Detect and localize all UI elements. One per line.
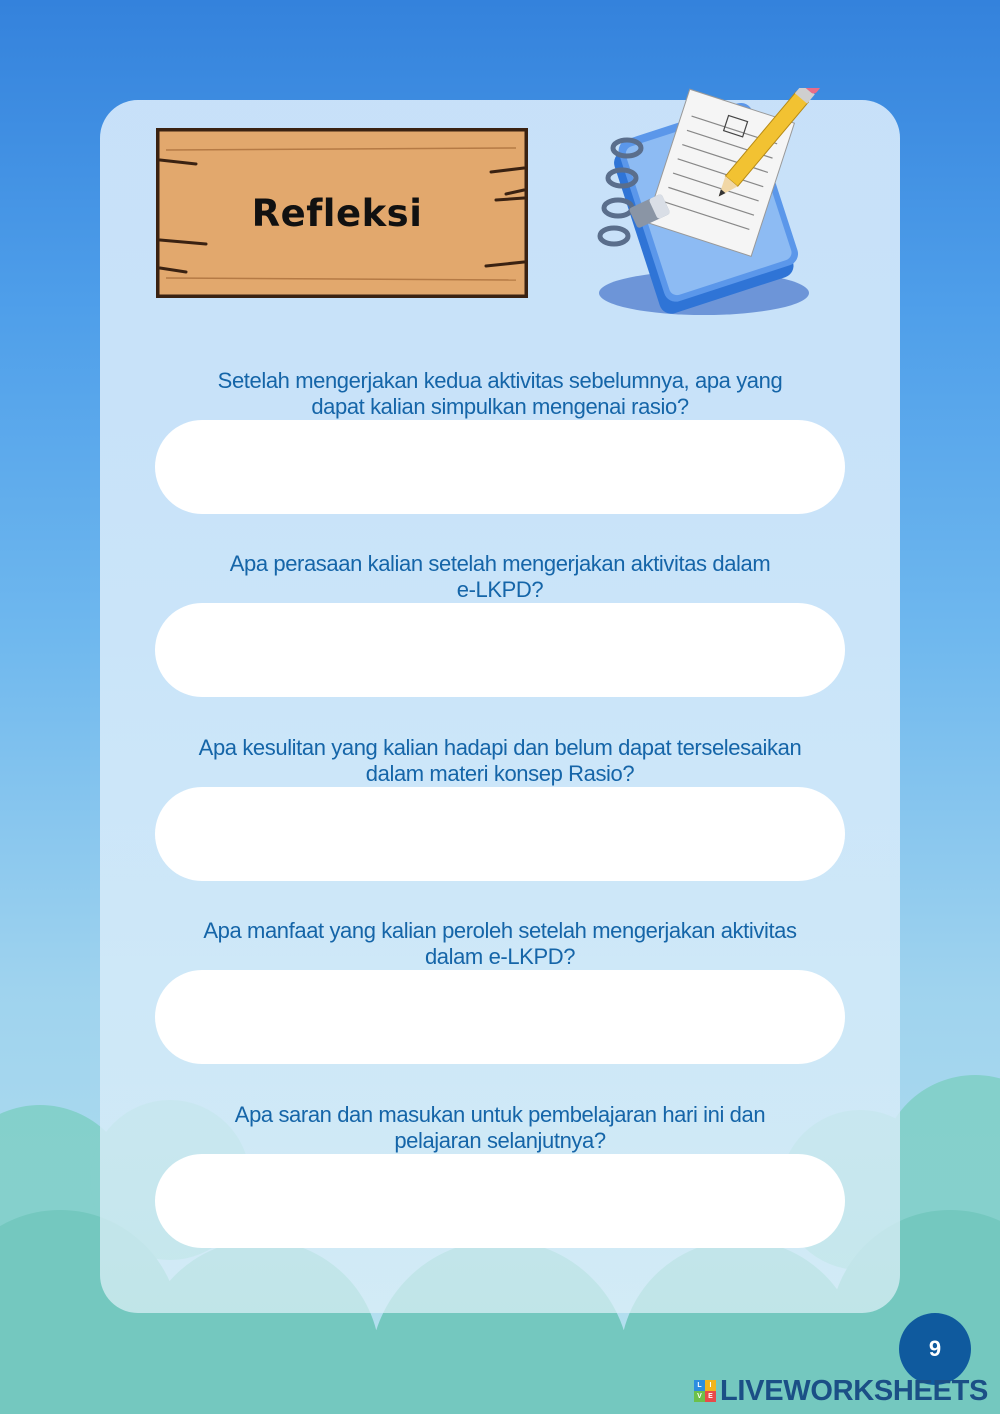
question-3-line2: dalam materi konsep Rasio? xyxy=(365,761,635,786)
page-number-badge: 9 xyxy=(899,1313,971,1385)
question-1-line1: Setelah mengerjakan kedua aktivitas sebelumnya, apa yang xyxy=(217,368,783,393)
question-1 xyxy=(150,368,850,420)
liveworksheets-brand[interactable] xyxy=(694,1374,988,1408)
answer-field-5[interactable] xyxy=(155,1154,845,1248)
liveworksheets-logo-icon: L I V E xyxy=(694,1380,716,1402)
question-5-line2: pelajaran selanjutnya? xyxy=(394,1128,606,1153)
question-2-line2: e-LKPD? xyxy=(456,577,544,602)
question-1-line2: dapat kalian simpulkan mengenai rasio? xyxy=(311,394,689,419)
question-3-line1: Apa kesulitan yang kalian hadapi dan belum dapat terselesaikan xyxy=(198,735,802,760)
question-2 xyxy=(150,551,850,603)
question-5-line1: Apa saran dan masukan untuk pembelajaran hari ini dan xyxy=(234,1102,766,1127)
question-4-line1: Apa manfaat yang kalian peroleh setelah mengerjakan aktivitas xyxy=(203,918,797,943)
question-2-line1: Apa perasaan kalian setelah mengerjakan aktivitas dalam xyxy=(229,551,771,576)
answer-field-4[interactable] xyxy=(155,970,845,1064)
question-4 xyxy=(150,918,850,970)
answer-field-3[interactable] xyxy=(155,787,845,881)
title-sign xyxy=(156,128,528,298)
notebook-pencil-icon xyxy=(592,88,822,320)
page-title: Refleksi xyxy=(251,191,423,235)
question-5 xyxy=(150,1102,850,1154)
answer-field-1[interactable] xyxy=(155,420,845,514)
brand-name: LIVEWORKSHEETS xyxy=(720,1374,989,1407)
question-3 xyxy=(150,735,850,787)
answer-field-2[interactable] xyxy=(155,603,845,697)
question-4-line2: dalam e-LKPD? xyxy=(424,944,576,969)
